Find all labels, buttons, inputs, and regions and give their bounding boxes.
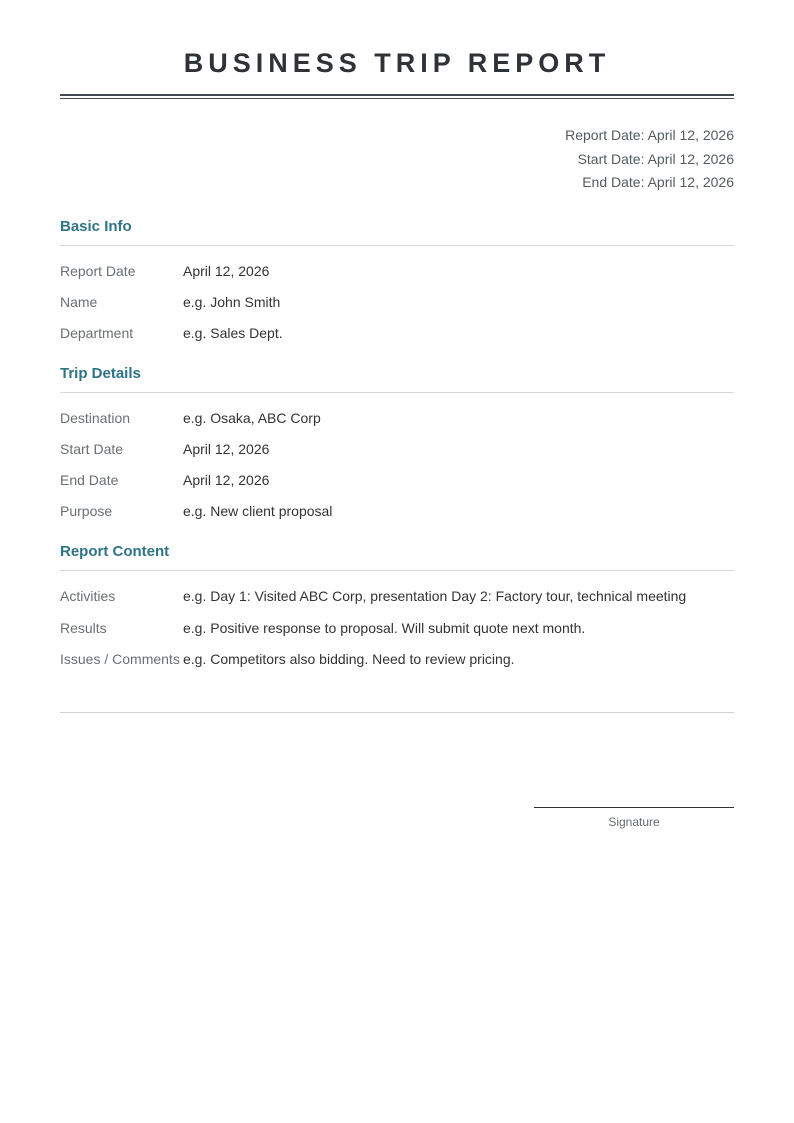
field-row-activities	[60, 586, 734, 606]
section-divider	[60, 392, 734, 393]
field-list	[60, 261, 734, 343]
field-label: Issues / Comments	[60, 650, 180, 667]
signature-block	[534, 807, 734, 829]
field-label: End Date	[60, 472, 119, 489]
section-divider	[60, 245, 734, 246]
field-label: Start Date	[60, 441, 124, 458]
field-value: April 12, 2026	[183, 441, 270, 458]
field-value: e.g. Sales Dept.	[183, 324, 283, 341]
section-title: Report Content	[60, 543, 170, 561]
field-label: Department	[60, 324, 134, 341]
section-report-content	[60, 542, 734, 668]
field-row-destination	[60, 408, 734, 428]
section-title: Trip Details	[60, 364, 141, 382]
field-row-results	[60, 618, 734, 638]
field-label: Results	[60, 619, 107, 636]
signature-label: Signature	[608, 815, 660, 829]
field-row-purpose	[60, 501, 734, 521]
field-value: e.g. John Smith	[183, 293, 281, 310]
field-row-name	[60, 292, 734, 312]
header-end-date: End Date: April 12, 2026	[582, 174, 734, 190]
field-value: e.g. Competitors also bidding. Need to review pricing.	[183, 650, 515, 667]
header-dates	[60, 124, 734, 195]
field-value: e.g. Positive response to proposal. Will submit quote next month.	[183, 619, 586, 636]
field-value: e.g. Day 1: Visited ABC Corp, presentation Day 2: Factory tour, technical meeting	[183, 588, 687, 605]
section-basic-info	[60, 217, 734, 343]
field-list	[60, 586, 734, 668]
section-trip-details	[60, 364, 734, 522]
header-report-date: Report Date: April 12, 2026	[565, 127, 734, 143]
field-value: April 12, 2026	[183, 472, 270, 489]
title-divider	[60, 94, 734, 99]
footer-divider	[60, 712, 734, 713]
field-value: e.g. Osaka, ABC Corp	[183, 409, 321, 426]
field-label: Destination	[60, 409, 131, 426]
document-title: BUSINESS TRIP REPORT	[183, 48, 611, 78]
field-list	[60, 408, 734, 522]
field-row-start-date	[60, 439, 734, 459]
section-title: Basic Info	[60, 217, 132, 235]
signature-line	[534, 807, 734, 808]
field-row-issues-comments	[60, 649, 734, 669]
header-start-date: Start Date: April 12, 2026	[577, 150, 734, 167]
field-label: Report Date	[60, 262, 136, 279]
field-value: April 12, 2026	[183, 262, 270, 279]
field-row-report-date	[60, 261, 734, 281]
field-value: e.g. New client proposal	[183, 503, 333, 520]
field-label: Purpose	[60, 503, 113, 520]
field-row-end-date	[60, 470, 734, 490]
field-label: Name	[60, 293, 98, 310]
section-divider	[60, 570, 734, 571]
field-label: Activities	[60, 588, 116, 605]
field-row-department	[60, 323, 734, 343]
